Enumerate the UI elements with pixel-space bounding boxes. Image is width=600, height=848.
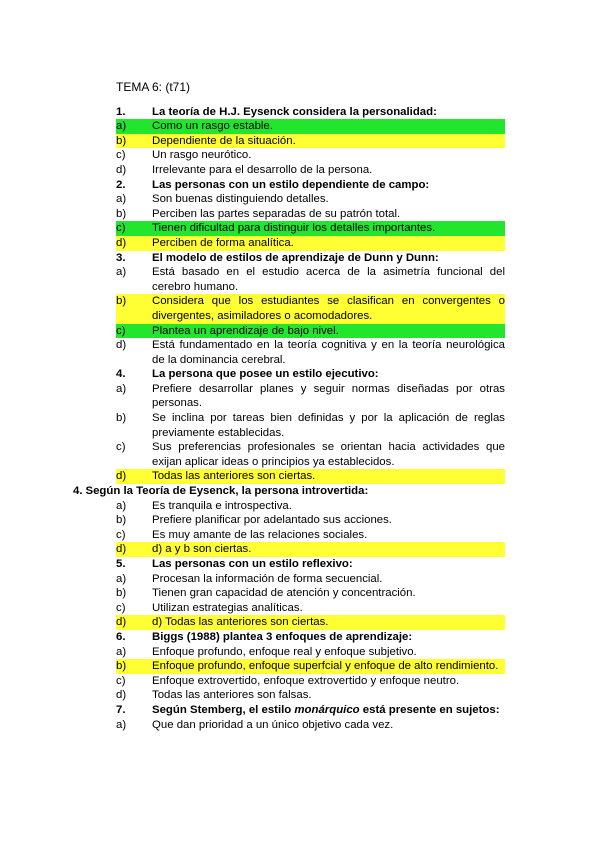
page-header: TEMA 6: (t71)	[116, 80, 191, 94]
answer-option-highlighted	[116, 134, 505, 149]
option-text: Es muy amante de las relaciones sociales.	[152, 528, 368, 541]
option-marker: d)	[116, 163, 127, 176]
option-text: Sus preferencias profesionales se orientan hacia actividades que exijan aplicar ideas o principios ya establecidos.	[152, 441, 505, 468]
option-marker: b)	[116, 295, 127, 308]
option-text: Irrelevante para el desarrollo de la persona.	[152, 163, 373, 176]
option-text: d) a y b son ciertas.	[152, 543, 252, 556]
question-number: 3.	[116, 251, 126, 264]
answer-option	[116, 586, 505, 601]
answer-option	[116, 528, 505, 543]
option-text: Enfoque profundo, enfoque real y enfoque subjetivo.	[152, 645, 417, 658]
answer-option	[116, 499, 505, 514]
answer-option	[116, 688, 505, 703]
option-marker: d)	[116, 339, 127, 352]
answer-option-highlighted	[116, 659, 505, 674]
answer-option-highlighted	[116, 221, 505, 236]
question-stem	[116, 367, 505, 382]
option-text: Perciben de forma analítica.	[152, 236, 294, 249]
answer-option	[116, 411, 505, 440]
question-7-options	[116, 718, 505, 733]
question-4-eysenck	[73, 484, 505, 557]
answer-option	[116, 674, 505, 689]
question-stem	[116, 178, 505, 193]
option-marker: d)	[116, 689, 127, 702]
option-text: Dependiente de la situación.	[152, 134, 296, 147]
option-marker: c)	[116, 441, 126, 454]
question-2	[116, 178, 505, 251]
question-text: Biggs (1988) plantea 3 enfoques de aprendizaje:	[152, 630, 413, 643]
answer-option	[116, 513, 505, 528]
option-marker: c)	[116, 601, 126, 614]
option-marker: a)	[116, 266, 127, 279]
document-page	[73, 80, 505, 732]
option-text: Un rasgo neurótico.	[152, 149, 252, 162]
option-marker: a)	[116, 193, 127, 206]
answer-option	[116, 572, 505, 587]
answer-option	[116, 440, 505, 469]
option-marker: b)	[116, 587, 127, 600]
answer-option-highlighted	[116, 324, 505, 339]
question-text: Según Stemberg, el estilo monárquico está presente en sujetos:	[152, 703, 500, 716]
option-marker: a)	[116, 382, 127, 395]
option-text: Es tranquila e introspectiva.	[152, 499, 292, 512]
question-number: 1.	[116, 105, 126, 118]
question-3	[116, 251, 505, 368]
option-marker: c)	[116, 222, 126, 235]
option-text: Procesan la información de forma secuencial.	[152, 572, 383, 585]
option-text: Está fundamentado en la teoría cognitiva y en la teoría neurológica de la dominancia cerebral.	[152, 339, 505, 366]
answer-option	[116, 601, 505, 616]
answer-option-highlighted	[116, 294, 505, 323]
question-text: Según la Teoría de Eysenck, la persona introvertida:	[85, 485, 369, 498]
option-marker: a)	[116, 645, 127, 658]
option-text: Utilizan estrategias analíticas.	[152, 601, 303, 614]
answer-option	[116, 192, 505, 207]
option-text: Perciben las partes separadas de su patrón total.	[152, 207, 401, 220]
question-number: 6.	[116, 630, 126, 643]
option-text: Prefiere desarrollar planes y seguir normas diseñadas por otras personas.	[152, 382, 505, 410]
question-6	[116, 630, 505, 703]
question-stem	[73, 484, 505, 499]
option-marker: a)	[116, 572, 127, 585]
option-marker: b)	[116, 207, 127, 220]
option-marker: a)	[116, 120, 127, 133]
option-marker: c)	[116, 149, 126, 162]
answer-option-highlighted	[116, 469, 505, 484]
question-stem	[116, 557, 505, 572]
option-text: Plantea un aprendizaje de bajo nivel.	[152, 324, 339, 337]
option-text: Son buenas distinguiendo detalles.	[152, 193, 329, 206]
question-4	[116, 367, 505, 484]
option-text: Considera que los estudiantes se clasifican en convergentes o divergentes, asimiladores o acomodadores.	[152, 295, 505, 322]
option-text: Enfoque extrovertido, enfoque extrovertido y enfoque neutro.	[152, 674, 460, 687]
question-7-stem	[116, 703, 505, 718]
option-text: Está basado en el estudio acerca de la asimetría funcional del cerebro humano.	[152, 266, 505, 293]
question-1	[116, 105, 505, 178]
option-marker: a)	[116, 499, 127, 512]
question-7	[116, 703, 505, 732]
question-stem	[116, 105, 505, 120]
option-text: Como un rasgo estable.	[152, 120, 273, 133]
question-text: La teoría de H.J. Eysenck considera la personalidad:	[152, 105, 437, 118]
question-stem	[116, 630, 505, 645]
option-marker: c)	[116, 528, 126, 541]
answer-option	[116, 148, 505, 163]
option-marker: c)	[116, 674, 126, 687]
option-marker: b)	[116, 134, 127, 147]
option-text: Se inclina por tareas bien definidas y por la aplicación de reglas previamente establecidas.	[152, 412, 505, 439]
question-text: Las personas con un estilo reflexivo:	[152, 558, 353, 570]
option-marker: d)	[116, 543, 127, 556]
option-text: Todas las anteriores son falsas.	[152, 689, 312, 702]
question-number: 7.	[116, 703, 126, 716]
option-marker: d)	[116, 616, 127, 629]
option-text: Tienen gran capacidad de atención y concentración.	[152, 587, 416, 600]
answer-option	[116, 718, 505, 733]
option-text: Todas las anteriores son ciertas.	[152, 470, 316, 483]
answer-option	[116, 265, 505, 294]
option-marker: d)	[116, 236, 127, 249]
option-marker: b)	[116, 412, 127, 425]
answer-option	[116, 645, 505, 660]
option-text: Tienen dificultad para distinguir los detalles importantes.	[152, 222, 436, 235]
question-number: 5.	[116, 558, 126, 570]
option-text: Que dan prioridad a un único objetivo cada vez.	[152, 718, 394, 731]
option-text: d) Todas las anteriores son ciertas.	[152, 616, 329, 629]
question-stem	[116, 251, 505, 266]
answer-option-highlighted	[116, 236, 505, 251]
question-text: La persona que posee un estilo ejecutivo:	[152, 368, 379, 381]
question-number: 4.	[73, 485, 83, 498]
option-marker: b)	[116, 514, 127, 527]
answer-option	[116, 163, 505, 178]
answer-option	[116, 207, 505, 222]
option-marker: c)	[116, 324, 126, 337]
answer-option-highlighted	[116, 542, 505, 557]
question-text: Las personas con un estilo dependiente de campo:	[152, 178, 430, 191]
answer-option-highlighted	[116, 119, 505, 134]
option-marker: a)	[116, 718, 127, 731]
option-marker: d)	[116, 470, 127, 483]
option-marker: b)	[116, 660, 127, 673]
answer-option	[116, 338, 505, 367]
question-5	[116, 557, 505, 630]
question-number: 2.	[116, 178, 126, 191]
option-text: Enfoque profundo, enfoque superfcial y enfoque de alto rendimiento.	[152, 660, 499, 673]
option-text: Prefiere planificar por adelantado sus acciones.	[152, 514, 392, 527]
answer-option-highlighted	[116, 615, 505, 630]
question-number: 4.	[116, 368, 126, 381]
question-text: El modelo de estilos de aprendizaje de Dunn y Dunn:	[152, 251, 439, 264]
answer-option	[116, 382, 505, 411]
